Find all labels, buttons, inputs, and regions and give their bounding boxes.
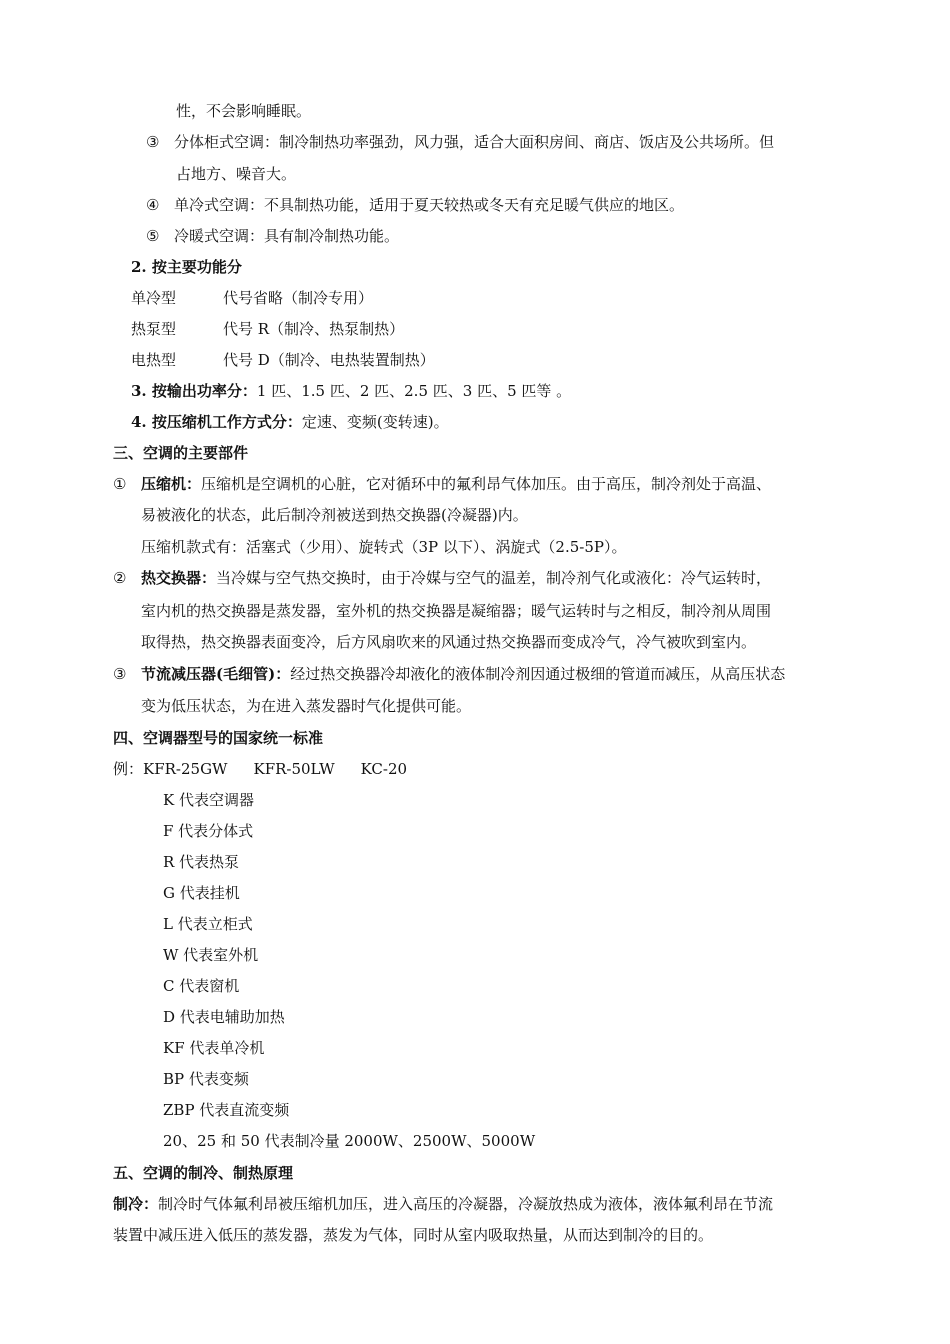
component-text-cont: 取得热，热交换器表面变冷，后方风扇吹来的风通过热交换器而变成冷气，冷气被吹到室内。 bbox=[141, 633, 757, 651]
function-row bbox=[131, 350, 435, 370]
cooling-text: 制冷时气体氟利昂被压缩机加压，进入高压的冷凝器，冷凝放热成为液体，液体氟利昂在节流 bbox=[158, 1195, 774, 1213]
example-label: 例： bbox=[113, 760, 144, 778]
section4-heading: 四、空调器型号的国家统一标准 bbox=[113, 729, 324, 747]
code-item: ZBP 代表直流变频 bbox=[163, 1101, 290, 1119]
function-term: 热泵型 bbox=[131, 320, 177, 338]
code-item: KF 代表单冷机 bbox=[163, 1039, 265, 1057]
code-item: K 代表空调器 bbox=[163, 791, 254, 809]
intro-tail: 性，不会影响睡眠。 bbox=[176, 102, 312, 120]
function-desc: 代号省略（制冷专用） bbox=[223, 289, 374, 307]
function-term: 单冷型 bbox=[131, 289, 177, 307]
code-item: F 代表分体式 bbox=[163, 822, 254, 840]
compressor-mode-line bbox=[131, 412, 449, 432]
type-item-3 bbox=[146, 132, 774, 152]
model-examples bbox=[113, 759, 407, 779]
component-text-cont: 压缩机款式有：活塞式（少用）、旋转式（3P 以下）、涡旋式（2.5-5P）。 bbox=[141, 538, 627, 556]
code-item: 20、25 和 50 代表制冷量 2000W、2500W、5000W bbox=[163, 1132, 536, 1150]
type-item-5 bbox=[146, 226, 399, 246]
component-text: 压缩机是空调机的心脏，它对循环中的氟利昂气体加压。由于高压，制冷剂处于高温、 bbox=[201, 475, 772, 493]
model-example: KC-20 bbox=[360, 760, 408, 778]
component-capillary bbox=[113, 664, 785, 684]
code-item: L 代表立柜式 bbox=[163, 915, 253, 933]
function-term: 电热型 bbox=[131, 351, 177, 369]
component-title: 节流减压器(毛细管)： bbox=[141, 665, 291, 683]
function-desc: 代号 D（制冷、电热装置制热） bbox=[223, 351, 435, 369]
compressor-mode-text: 定速、变频(变转速)。 bbox=[301, 413, 449, 431]
section3-heading: 三、空调的主要部件 bbox=[113, 444, 249, 462]
type-item-4 bbox=[146, 195, 684, 215]
code-item: D 代表电辅助加热 bbox=[163, 1008, 285, 1026]
cooling-paragraph bbox=[113, 1194, 773, 1214]
power-label: 3. 按输出功率分： bbox=[131, 382, 257, 400]
component-text-cont: 变为低压状态，为在进入蒸发器时气化提供可能。 bbox=[141, 697, 472, 715]
code-item: W 代表室外机 bbox=[163, 946, 259, 964]
section5-heading: 五、空调的制冷、制热原理 bbox=[113, 1164, 294, 1182]
code-item: BP 代表变频 bbox=[163, 1070, 249, 1088]
list-marker: ① bbox=[113, 475, 127, 493]
function-row bbox=[131, 288, 373, 308]
model-example: KFR-50LW bbox=[253, 760, 335, 778]
cooling-text-cont: 装置中减压进入低压的蒸发器，蒸发为气体，同时从室内吸取热量，从而达到制冷的目的。 bbox=[113, 1226, 714, 1244]
component-text-cont: 室内机的热交换器是蒸发器，室外机的热交换器是凝缩器；暖气运转时与之相反，制冷剂从周围 bbox=[141, 602, 772, 620]
cooling-label: 制冷： bbox=[113, 1195, 159, 1213]
compressor-mode-label: 4. 按压缩机工作方式分： bbox=[131, 413, 302, 431]
type-item-text: 冷暖式空调：具有制冷制热功能。 bbox=[174, 227, 400, 245]
list-marker: ⑤ bbox=[146, 227, 160, 245]
power-line bbox=[131, 381, 571, 401]
component-text: 当冷媒与空气热交换时，由于冷媒与空气的温差，制冷剂气化或液化：冷气运转时， bbox=[216, 569, 772, 587]
function-heading: 2. 按主要功能分 bbox=[131, 258, 242, 276]
type-item-3-cont: 占地方、噪音大。 bbox=[176, 165, 297, 183]
code-item: G 代表挂机 bbox=[163, 884, 240, 902]
component-heat-exchanger bbox=[113, 568, 771, 588]
list-marker: ③ bbox=[113, 665, 127, 683]
type-item-text: 单冷式空调：不具制热功能，适用于夏天较热或冬天有充足暖气供应的地区。 bbox=[174, 196, 685, 214]
component-title: 热交换器： bbox=[141, 569, 217, 587]
code-item: C 代表窗机 bbox=[163, 977, 240, 995]
list-marker: ③ bbox=[146, 133, 160, 151]
code-item: R 代表热泵 bbox=[163, 853, 240, 871]
component-compressor bbox=[113, 474, 771, 494]
power-text: 1 匹、1.5 匹、2 匹、2.5 匹、3 匹、5 匹等 。 bbox=[256, 382, 572, 400]
type-item-text: 分体柜式空调：制冷制热功率强劲，风力强，适合大面积房间、商店、饭店及公共场所。但 bbox=[174, 133, 775, 151]
model-example: KFR-25GW bbox=[143, 760, 228, 778]
function-row bbox=[131, 319, 404, 339]
component-text: 经过热交换器冷却液化的液体制冷剂因通过极细的管道而减压，从高压状态 bbox=[290, 665, 786, 683]
list-marker: ④ bbox=[146, 196, 160, 214]
list-marker: ② bbox=[113, 569, 127, 587]
component-text-cont: 易被液化的状态，此后制冷剂被送到热交换器(冷凝器)内。 bbox=[141, 506, 528, 524]
component-title: 压缩机： bbox=[141, 475, 202, 493]
function-desc: 代号 R（制冷、热泵制热） bbox=[223, 320, 405, 338]
